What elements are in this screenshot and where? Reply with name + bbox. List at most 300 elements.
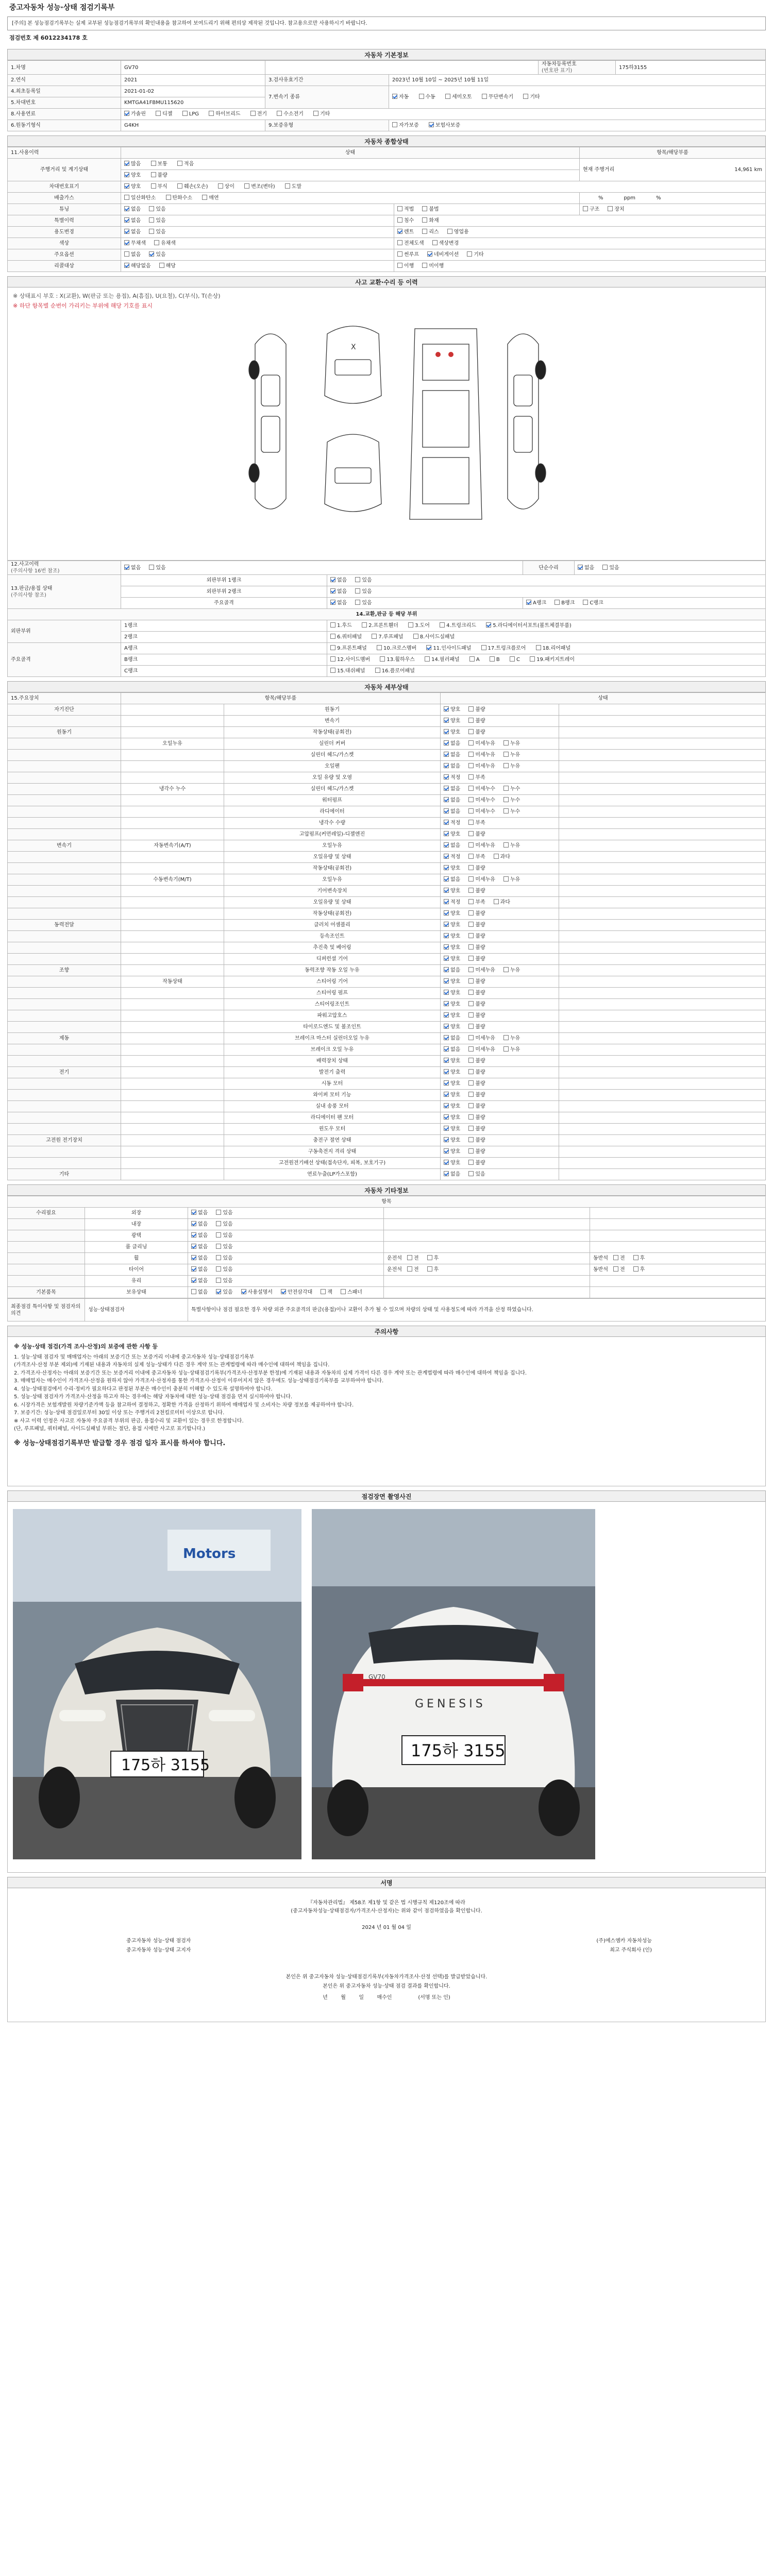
checkbox[interactable] [536,645,541,650]
status-option [503,808,520,815]
other-row [8,1253,766,1264]
checkbox[interactable] [285,183,290,189]
other-item: 유리 [85,1276,188,1287]
checkbox-checked[interactable] [578,565,583,570]
checkbox-checked[interactable] [444,1114,449,1120]
checkbox-checked[interactable] [444,876,449,882]
special-type [394,215,766,227]
checkbox-checked[interactable] [444,1171,449,1176]
checkbox[interactable] [149,217,154,223]
checkbox[interactable] [468,1012,474,1018]
checkbox-checked[interactable] [397,229,402,234]
general-label-special: 특별이력 [8,215,121,227]
checkbox[interactable] [468,1114,474,1120]
checkbox-checked[interactable] [124,111,129,116]
status-option [503,763,520,770]
checkbox[interactable] [191,1255,196,1260]
other-pos-passenger [590,1242,766,1253]
checkbox[interactable] [330,622,335,628]
checkbox[interactable] [468,729,474,734]
checkbox[interactable] [380,656,385,662]
checkbox-checked[interactable] [444,1103,449,1108]
checkbox[interactable] [468,1058,474,1063]
status-option-label: 누수 [510,786,520,792]
checkbox-checked[interactable] [444,854,449,859]
checkbox-checked[interactable] [124,217,129,223]
other-pos-passenger [590,1264,766,1276]
checkbox[interactable] [330,634,335,639]
checkbox[interactable] [468,1069,474,1074]
checkbox[interactable] [149,565,154,570]
checkbox-checked[interactable] [444,944,449,950]
checkbox[interactable] [166,195,171,200]
detail-row [8,1135,766,1146]
checkbox[interactable] [241,1289,246,1294]
checkbox[interactable] [321,1289,326,1294]
checkbox-checked[interactable] [444,786,449,791]
other-item: 휠 [85,1253,188,1264]
status-option-label: 없음 [450,741,461,747]
detail-empty [559,897,766,908]
checkbox[interactable] [151,161,156,166]
checkbox[interactable] [468,1148,474,1154]
checkbox-checked[interactable] [444,729,449,734]
checkbox[interactable] [392,122,397,127]
warranty-options [389,120,766,131]
checkbox-checked[interactable] [444,865,449,870]
checkbox[interactable] [397,217,402,223]
checkbox[interactable] [608,206,613,211]
checkbox-checked[interactable] [124,161,129,166]
detail-empty [559,999,766,1010]
detail-subgroup [121,931,224,942]
checkbox[interactable] [216,1232,221,1238]
checkbox-checked[interactable] [526,600,531,605]
detail-status [441,738,559,750]
checkbox-checked[interactable] [444,763,449,768]
checkbox-checked[interactable] [444,1058,449,1063]
checkbox[interactable] [468,842,474,848]
option-label: 스패너 [347,1290,362,1296]
checkbox-checked[interactable] [426,645,431,650]
checkbox-checked[interactable] [444,1137,449,1142]
checkbox[interactable] [362,622,367,628]
checkbox-checked[interactable] [330,600,335,605]
checkbox-checked[interactable] [444,1012,449,1018]
checkbox[interactable] [468,718,474,723]
checkbox[interactable] [503,808,509,814]
checkbox[interactable] [422,217,427,223]
checkbox[interactable] [602,565,608,570]
detail-row [8,1067,766,1078]
detail-row [8,750,766,761]
option [241,1289,273,1296]
checkbox[interactable] [613,1255,618,1260]
checkbox[interactable] [468,1080,474,1086]
checkbox[interactable] [419,94,424,99]
detail-item: 기어변속장치 [224,886,441,897]
checkbox-checked[interactable] [444,718,449,723]
checkbox[interactable] [468,797,474,802]
checkbox[interactable] [377,645,382,650]
checkbox-checked[interactable] [124,183,129,189]
status-option [444,1080,460,1087]
checkbox[interactable] [468,786,474,791]
checkbox[interactable] [397,240,402,245]
inspector-value: (주)에스엠카 자동차성능 [596,1938,652,1944]
checkbox[interactable] [494,854,499,859]
status-option [503,740,520,747]
checkbox[interactable] [523,94,528,99]
checkbox[interactable] [216,1289,221,1294]
checkbox-checked[interactable] [392,94,397,99]
checkbox[interactable] [124,251,129,257]
notifier-value: 최고 주식회사 (인) [610,1947,652,1954]
checkbox[interactable] [503,967,509,972]
checkbox[interactable] [216,1244,221,1249]
label-fuel: 8.사용연료 [8,109,121,120]
opt-label: 8.사이드실패널 [419,634,455,640]
checkbox[interactable] [468,854,474,859]
detail-group [8,1010,121,1022]
checkbox[interactable] [468,978,474,984]
checkbox-checked[interactable] [330,588,335,594]
opt-label: 해당 [165,263,176,269]
detail-empty [559,874,766,886]
detail-subgroup [121,965,224,976]
checkbox[interactable] [156,111,161,116]
detail-subgroup [121,1022,224,1033]
checkbox[interactable] [633,1255,638,1260]
checkbox[interactable] [481,645,486,650]
checkbox-checked[interactable] [444,1046,449,1052]
status-option-label: 누유 [510,741,520,747]
checkbox[interactable] [355,577,360,582]
checkbox[interactable] [355,600,360,605]
checkbox[interactable] [191,1221,196,1226]
option [216,1266,232,1273]
checkbox[interactable] [468,1103,474,1108]
other-row [8,1208,766,1219]
checkbox[interactable] [633,1266,638,1272]
checkbox[interactable] [375,668,380,673]
checkbox-checked[interactable] [124,172,129,177]
checkbox[interactable] [191,1289,196,1294]
checkbox-checked[interactable] [444,797,449,802]
section-signature: 서명 [7,1877,766,1888]
other-group: 수리필요 [8,1208,85,1219]
detail-row [8,976,766,988]
checkbox-checked[interactable] [444,820,449,825]
opt-label: 구조 [590,207,600,213]
checkbox-checked[interactable] [124,565,129,570]
checkbox[interactable] [432,240,438,245]
checkbox[interactable] [445,94,450,99]
color-options [121,238,394,249]
checkbox[interactable] [440,622,445,628]
checkbox[interactable] [490,656,495,662]
status-option-label: 누유 [510,752,520,758]
checkbox[interactable] [209,111,214,116]
status-option-label: 불량 [475,1160,485,1166]
checkbox[interactable] [468,1046,474,1052]
checkbox[interactable] [468,831,474,836]
checkbox-checked[interactable] [444,888,449,893]
checkbox-checked[interactable] [444,990,449,995]
checkbox[interactable] [407,1266,412,1272]
checkbox[interactable] [468,1035,474,1040]
checkbox[interactable] [330,668,335,673]
checkbox[interactable] [372,634,377,639]
checkbox[interactable] [191,1210,196,1215]
checkbox[interactable] [191,1266,196,1272]
checkbox[interactable] [397,251,402,257]
checkbox[interactable] [422,229,427,234]
checkbox-checked[interactable] [444,978,449,984]
checkbox-checked[interactable] [124,229,129,234]
checkbox[interactable] [177,183,182,189]
checkbox[interactable] [554,600,560,605]
label-transmission: 7.변속기 종류 [265,86,389,109]
section-other-info: 자동차 기타정보 [7,1184,766,1196]
checkbox[interactable] [408,622,413,628]
checkbox-checked[interactable] [444,740,449,745]
checkbox[interactable] [447,229,452,234]
checkbox[interactable] [468,1092,474,1097]
status-option [444,899,460,906]
checkbox-checked[interactable] [444,922,449,927]
day-label: 일 [359,1995,364,2001]
checkbox[interactable] [503,1046,509,1052]
accident-table [7,561,766,677]
general-head-history: 11.사용이력 [8,147,121,159]
checkbox[interactable] [427,1266,432,1272]
checkbox[interactable] [468,752,474,757]
checkbox[interactable] [503,797,509,802]
detail-subgroup [121,1101,224,1112]
checkbox-checked[interactable] [124,206,129,211]
checkbox-checked[interactable] [444,1092,449,1097]
checkbox-checked[interactable] [444,1126,449,1131]
checkbox-checked[interactable] [444,1148,449,1154]
checkbox[interactable] [503,1035,509,1040]
checkbox[interactable] [469,656,475,662]
checkbox[interactable] [468,1160,474,1165]
checkbox[interactable] [216,1266,221,1272]
checkbox[interactable] [425,656,430,662]
checkbox[interactable] [154,240,159,245]
checkbox[interactable] [468,820,474,825]
checkbox[interactable] [124,195,129,200]
checkbox[interactable] [530,656,535,662]
checkbox[interactable] [503,786,509,791]
checkbox[interactable] [468,876,474,882]
checkbox[interactable] [413,634,418,639]
checkbox[interactable] [330,645,335,650]
checkbox[interactable] [159,263,164,268]
checkbox[interactable] [341,1289,346,1294]
checkbox-checked[interactable] [444,752,449,757]
checkbox[interactable] [503,763,509,768]
detail-group: 고전원 전기장치 [8,1135,121,1146]
checkbox[interactable] [330,656,335,662]
checkbox[interactable] [613,1266,618,1272]
checkbox-checked[interactable] [444,706,449,711]
checkbox[interactable] [281,1289,286,1294]
checkbox-checked[interactable] [444,842,449,848]
other-pos-passenger [590,1287,766,1298]
detail-row [8,1056,766,1067]
checkbox-checked[interactable] [444,1080,449,1086]
other-pos-driver [384,1276,590,1287]
checkbox[interactable] [177,161,182,166]
checkbox[interactable] [468,910,474,916]
checkbox-checked[interactable] [444,831,449,836]
checkbox[interactable] [422,263,427,268]
checkbox-checked[interactable] [444,956,449,961]
checkbox[interactable] [191,1244,196,1249]
checkbox[interactable] [149,229,154,234]
checkbox[interactable] [468,967,474,972]
other-options [188,1287,384,1298]
opt-label: 있음 [362,600,372,606]
detail-item: 오일 유량 및 오염 [224,772,441,784]
opt-label: 미이행 [429,263,444,269]
checkbox[interactable] [583,206,588,211]
checkbox-checked[interactable] [444,774,449,779]
checkbox[interactable] [407,1255,412,1260]
option [191,1266,208,1273]
checkbox[interactable] [151,172,156,177]
checkbox[interactable] [468,888,474,893]
checkbox-checked[interactable] [444,967,449,972]
checkbox[interactable] [468,956,474,961]
checkbox-checked[interactable] [444,1024,449,1029]
checkbox-checked[interactable] [124,240,129,245]
checkbox[interactable] [216,1221,221,1226]
status-option [468,967,495,974]
checkbox-checked[interactable] [124,263,129,268]
checkbox[interactable] [468,1126,474,1131]
checkbox[interactable] [468,706,474,711]
checkbox[interactable] [149,206,154,211]
detail-group [8,806,121,818]
checkbox-checked[interactable] [444,1160,449,1165]
trans-manual: 수동 [425,94,435,100]
checkbox[interactable] [503,752,509,757]
checkbox[interactable] [494,899,499,904]
status-option [444,1103,460,1110]
checkbox-checked[interactable] [427,251,432,257]
checkbox[interactable] [468,1001,474,1006]
checkbox[interactable] [191,1232,196,1238]
detail-item: 오일누유 [224,874,441,886]
color-type [394,238,766,249]
checkbox[interactable] [482,94,487,99]
detail-item: 구동축전지 격리 상태 [224,1146,441,1158]
detail-empty [559,1010,766,1022]
note-line: ※ 사고 이력 인정은 사고로 자동차 주요골격 부위의 판금, 용접수리 및 교환이 있는 경우로 한정합니다. [14,1418,244,1424]
checkbox[interactable] [510,656,515,662]
checkbox[interactable] [468,944,474,950]
detail-group: 동력전달 [8,920,121,931]
checkbox[interactable] [151,183,156,189]
checkbox-checked[interactable] [486,622,491,628]
checkbox[interactable] [216,1278,221,1283]
checkbox-checked[interactable] [444,1069,449,1074]
status-option [494,854,510,860]
opt-label: 15.대쉬패널 [337,668,365,674]
checkbox[interactable] [467,251,472,257]
checkbox[interactable] [468,899,474,904]
checkbox[interactable] [468,922,474,927]
checkbox-checked[interactable] [444,899,449,904]
checkbox[interactable] [503,740,509,745]
checkbox-checked[interactable] [444,1001,449,1006]
checkbox[interactable] [468,763,474,768]
checkbox[interactable] [468,990,474,995]
checkbox[interactable] [244,183,249,189]
option [191,1232,208,1239]
checkbox[interactable] [468,865,474,870]
checkbox[interactable] [503,876,509,882]
checkbox[interactable] [250,111,256,116]
checkbox[interactable] [468,740,474,745]
checkbox[interactable] [468,1137,474,1142]
checkbox[interactable] [277,111,282,116]
shop-sign: Motors [183,1546,236,1562]
checkbox-checked[interactable] [330,577,335,582]
checkbox[interactable] [216,1210,221,1215]
checkbox[interactable] [218,183,223,189]
checkbox-checked[interactable] [429,122,434,127]
status-option [468,1137,485,1144]
checkbox[interactable] [191,1278,196,1283]
status-option-label: 미세누수 [475,798,495,804]
checkbox[interactable] [503,842,509,848]
checkbox[interactable] [468,1024,474,1029]
detail-group [8,897,121,908]
checkbox[interactable] [202,195,207,200]
status-option [444,718,460,724]
checkbox[interactable] [468,808,474,814]
status-option [444,933,460,940]
detail-subgroup [121,852,224,863]
status-option-label: 없음 [450,843,461,849]
checkbox[interactable] [397,206,402,211]
note-line: 2. 가격조사·산정자는 아래의 보증기간 또는 보증거리 이내에 중고자동차 성능·상태점검기록부(가격조사·산정부분 한정)에 기재된 내용과 자동차의 실제 가격이 다른 경우 계약 또는 관계법령에 따라 매수인에 대하여 책임을 집니다. [14,1370,527,1376]
checkbox-checked[interactable] [444,933,449,938]
opt-label: 16.플로어패널 [381,668,415,674]
status-option-label: 양호 [450,1013,461,1019]
checkbox[interactable] [216,1255,221,1260]
checkbox[interactable] [313,111,318,116]
checkbox[interactable] [422,206,427,211]
checkbox[interactable] [397,263,402,268]
checkbox[interactable] [182,111,188,116]
checkbox[interactable] [427,1255,432,1260]
checkbox[interactable] [583,600,588,605]
checkbox[interactable] [468,774,474,779]
detail-status [441,818,559,829]
checkbox-checked[interactable] [149,251,154,257]
checkbox[interactable] [468,933,474,938]
checkbox-checked[interactable] [444,1035,449,1040]
checkbox[interactable] [355,588,360,594]
checkbox-checked[interactable] [444,808,449,814]
checkbox-checked[interactable] [444,910,449,916]
checkbox[interactable] [468,1171,474,1176]
